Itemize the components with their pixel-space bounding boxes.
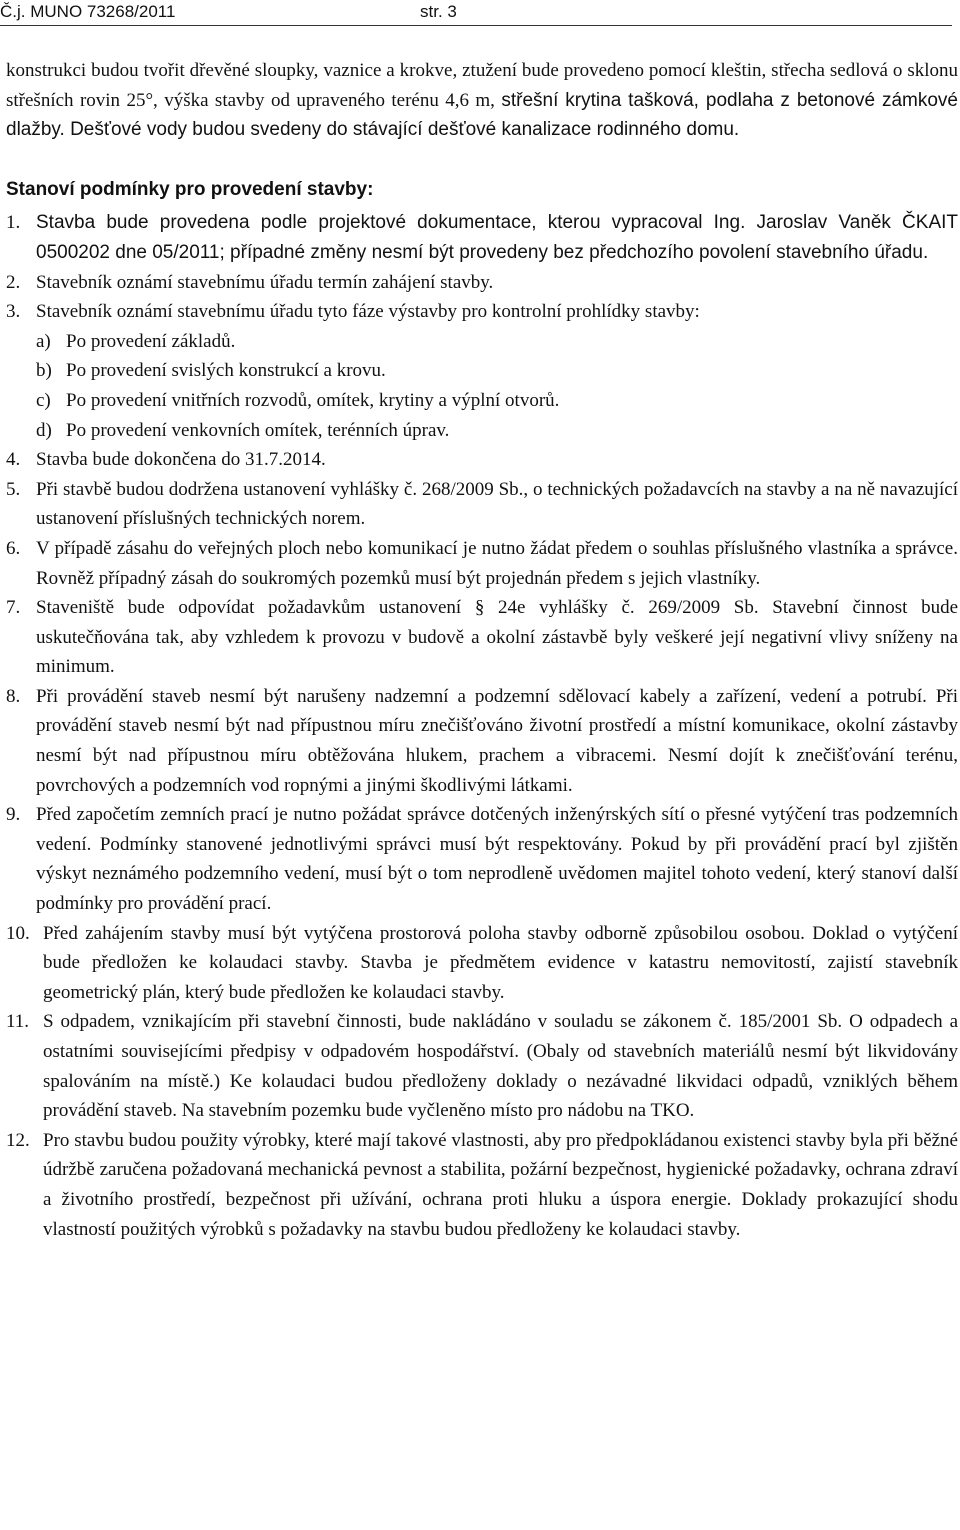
page-number: str. 3 <box>420 2 457 21</box>
intro-paragraph <box>6 56 958 145</box>
condition-number: 9. <box>6 804 21 826</box>
phase-letter: c) <box>36 389 51 411</box>
phase-item-d <box>36 416 958 446</box>
condition-number: 3. <box>6 301 21 323</box>
condition-text: V případě zásahu do veřejných ploch nebo komunikací je nutno žádat předem o souhlas příslušného vlastníka a správce. Rovněž případný zásah do soukromých pozemků musí být projednán předem s jejich vlastníky. <box>36 537 958 589</box>
condition-number: 12. <box>6 1129 30 1151</box>
phase-letter: a) <box>36 330 51 352</box>
condition-number: 8. <box>6 685 21 707</box>
condition-item-11 <box>6 1007 958 1125</box>
phase-text: Po provedení svislých konstrukcí a krovu. <box>66 360 386 382</box>
condition-number: 5. <box>6 478 21 500</box>
condition-text: Při stavbě budou dodržena ustanovení vyhlášky č. 268/2009 Sb., o technických požadavcích na stavby a na ně navazující ustanovení příslušných technických norem. <box>36 478 958 530</box>
condition-number: 4. <box>6 449 21 471</box>
condition-text: Při provádění staveb nesmí být narušeny nadzemní a podzemní sdělovací kabely a zařízení, vedení a potrubí. Při provádění staveb nesmí být nad přípustnou míru znečišťováno životní prostředí a místní komunikace, okolní zástavby nesmí být nad přípustnou míru obtěžována hlukem, prachem a vibracemi. Nesmí dojít k znečišťování terénu, povrchových a podzemních vod ropnými a jinými škodlivými látkami. <box>36 685 958 796</box>
condition-item-5 <box>6 475 958 534</box>
condition-text: Staveniště bude odpovídat požadavkům ustanovení § 24e vyhlášky č. 269/2009 Sb. Stavební činnost bude uskutečňována tak, aby vzhledem k provozu v budově a okolní zástavbě byly veškeré její negativní vlivy sníženy na minimum. <box>36 597 958 678</box>
condition-number: 2. <box>6 271 21 293</box>
condition-number: 11. <box>6 1011 30 1033</box>
condition-item-7 <box>6 593 958 682</box>
phase-letter: b) <box>36 360 52 382</box>
phase-text: Po provedení venkovních omítek, terénních úprav. <box>66 419 450 441</box>
condition-item-10 <box>6 919 958 1008</box>
phase-text: Po provedení vnitřních rozvodů, omítek, krytiny a výplní otvorů. <box>66 389 560 411</box>
intro-part-1: konstrukci budou tvořit dřevěné sloupky, vaznice a krokve, ztužení bude provedeno pomocí kleštin, střecha sedlová o sklonu střešních rovin 25°, výška stavby od upraveného terénu 4,6 m, <box>6 60 958 111</box>
condition-text: Stavba bude provedena podle projektové dokumentace, kterou vypracoval Ing. Jaroslav Vaněk ČKAIT 0500202 dne 05/2011; případné změny nesmí být provedeny bez předchozího povolení stavebního úřadu. <box>36 212 958 263</box>
condition-text: Před zahájením stavby musí být vytýčena prostorová poloha stavby odborně způsobilou osobou. Doklad o vytýčení bude předložen ke kolaudaci stavby. Stavba je předmětem evidence v katastru nemovitostí, zajistí stavebník geometrický plán, který bude předložen ke kolaudaci stavby. <box>43 922 958 1003</box>
phase-text: Po provedení základů. <box>66 330 236 352</box>
condition-item-2 <box>6 268 958 298</box>
phase-item-b <box>36 356 958 386</box>
condition-item-8 <box>6 682 958 800</box>
conditions-heading: Stanoví podmínky pro provedení stavby: <box>6 178 374 200</box>
phase-letter: d) <box>36 419 52 441</box>
condition-number: 7. <box>6 597 21 619</box>
header-rule <box>0 25 952 26</box>
condition-text: S odpadem, vznikajícím při stavební činnosti, bude nakládáno v souladu se zákonem č. 185/2001 Sb. O odpadech a ostatními souvisejícími předpisy v odpadovém hospodářství. (Obaly od stavebních materiálů nesmí být likvidovány spalováním na místě.) Ke kolaudaci budou předloženy doklady o nezávadné likvidaci odpadů, vzniklých během provádění staveb. Na stavebním pozemku bude vyčleněno místo pro nádobu na TKO. <box>43 1011 958 1122</box>
condition-number: 10. <box>6 922 30 944</box>
document-body <box>6 56 958 1244</box>
condition-text: Před započetím zemních prací je nutno požádat správce dotčených inženýrských sítí o přesné vytýčení tras podzemních vedení. Podmínky stanovené jednotlivými správci musí být respektovány. Pokud by při provádění prací byl zjištěn výskyt neznámého podzemního vedení, musí být o tom neprodleně uvědomen majitel tohoto vedení, který stanoví další podmínky pro provádění prací. <box>36 804 958 915</box>
intro-part-2: střešní krytina tašková, podlaha z betonové zámkové dlažby. Dešťové vody budou svedeny do stávající dešťové kanalizace rodinného domu. <box>6 89 958 141</box>
phase-item-c <box>36 386 958 416</box>
condition-number: 1. <box>6 212 21 234</box>
condition-item-9 <box>6 800 958 918</box>
condition-text: Stavebník oznámí stavebnímu úřadu termín zahájení stavby. <box>36 271 494 293</box>
condition-item-4 <box>6 445 958 475</box>
condition-item-1 <box>6 208 958 267</box>
condition-item-12 <box>6 1126 958 1244</box>
condition-text: Stavba bude dokončena do 31.7.2014. <box>36 449 326 471</box>
condition-text: Pro stavbu budou použity výrobky, které mají takové vlastnosti, aby pro předpokládanou existenci stavby byla při běžné údržbě zaručena požadovaná mechanická pevnost a stabilita, požární bezpečnost, hygienické požadavky, ochrana zdraví a životního prostředí, bezpečnost při užívání, ochrana proti hluku a úspora energie. Doklady prokazující shodu vlastností použitých výrobků s požadavky na stavbu budou předloženy ke kolaudaci stavby. <box>43 1129 958 1240</box>
reference-number: Č.j. MUNO 73268/2011 <box>0 2 176 21</box>
condition-number: 6. <box>6 537 21 559</box>
condition-item-3 <box>6 297 958 327</box>
condition-text: Stavebník oznámí stavebnímu úřadu tyto fáze výstavby pro kontrolní prohlídky stavby: <box>36 301 700 323</box>
condition-item-6 <box>6 534 958 593</box>
phase-item-a <box>36 327 958 357</box>
